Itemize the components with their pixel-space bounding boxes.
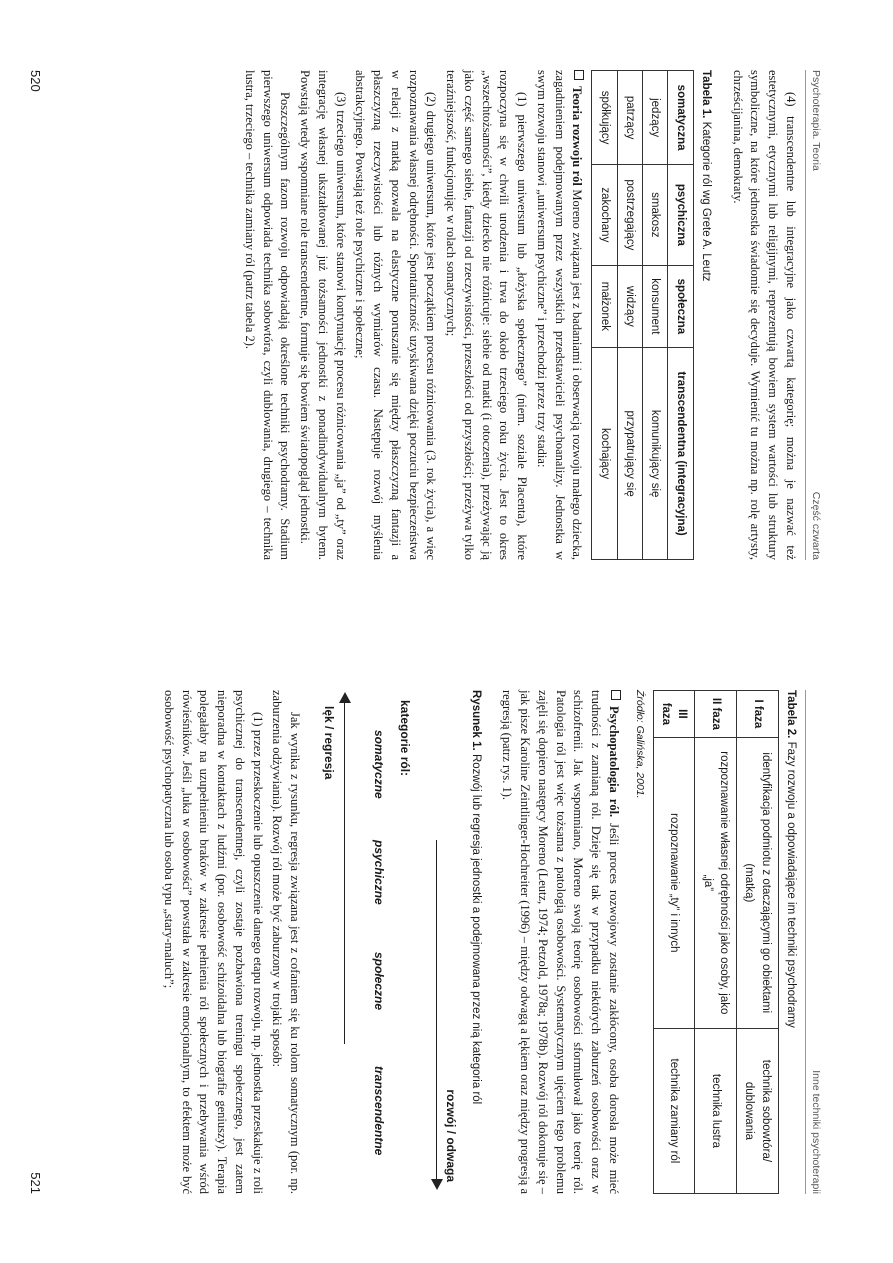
table-header: transcendentna (integracyjna) — [668, 348, 693, 560]
table2-caption-text: Fazy rozwoju a odpowiadające im techniki psychodramy — [785, 741, 797, 1028]
table-cell: małżonek — [592, 265, 617, 348]
running-head-left: Psychoterapia. Teoria — [810, 70, 822, 171]
square-bullet-icon — [611, 690, 621, 700]
table-cell: technika sobowtóra/ dublowania — [737, 1028, 779, 1193]
table-cell: technika zamiany ról — [653, 1028, 695, 1193]
role-categories-label: kategorie ról: — [398, 700, 413, 777]
role-categories-table — [591, 70, 693, 560]
page-number: 520 — [28, 70, 44, 92]
table-cell: zakochany — [592, 165, 617, 265]
figure1-caption-label: Rysunek 1. — [469, 690, 482, 751]
figure-category: społeczne — [372, 952, 387, 1011]
table-cell: rozpoznawanie własnej odrębności jako osoby, jako „ja” — [695, 737, 737, 1028]
table-cell: III faza — [653, 691, 695, 738]
table-row — [653, 691, 695, 1194]
running-head — [805, 70, 823, 560]
table-header: somatyczna — [668, 71, 693, 165]
square-bullet-icon — [574, 70, 584, 80]
page-number: 521 — [28, 1172, 44, 1194]
intro-paragraph: (4) transcendentne lub integracyjne jako czwartą kategorię; można je nazwać też estetycznymi, etycznymi lub religijnymi, reprezentują bowiem system wartości lub struktury symboliczne, na które jednostka świadomie się decyduje. Wymienić tu można np. rolę artysty, chrześcijanina, demokraty. — [730, 70, 798, 560]
table-cell: widzący — [617, 265, 642, 348]
table-cell: technika lustra — [695, 1028, 737, 1193]
regression-arrow-line — [344, 700, 345, 1044]
table-header: społeczna — [668, 265, 693, 348]
table2-source: Źródło: Galińska, 2001. — [633, 690, 646, 799]
table-row — [737, 691, 779, 1194]
running-head — [805, 690, 823, 1194]
table-cell: konsument — [643, 265, 668, 348]
table-cell: I faza — [737, 691, 779, 738]
table-cell: jedzący — [643, 71, 668, 165]
running-head-right: Część czwarta — [810, 491, 822, 560]
table-cell: spółkujący — [592, 71, 617, 165]
table-row — [617, 71, 642, 560]
figure1-caption-text: Rozwój lub regresja jednostki a podejmowana przez nią kategoria ról — [469, 753, 482, 1105]
section-text: Jeśli proces rozwojowy zostanie zakłócony, osoba dorosła może mieć trudności z zamianą ról. Dzieje się tak w przypadku niektórych zaburzeń osobowości oraz w schizofrenii. Jak wspomniano, Moreno swoją teorię osobowości sformułował jako teorię ról. Patologia ról jest więc tożsama z patologią osobowości. Systematycznym ujęciem tego problemu zajęli się dopiero następcy Moreno (Leutz, 1974; Petzold, 1978a; 1978b). Rozwój ról dokonuje się – jak pisze Karoline Zeintlinger-Hochreiter (1996) – między odwagą a lękiem oraz między progresją a regresją (patrz rys. 1). — [500, 690, 621, 1195]
figure-category: transcendentne — [372, 1066, 387, 1156]
table-cell: przypatrujący się — [617, 348, 642, 560]
table2-caption — [783, 690, 799, 1194]
table-row — [592, 71, 617, 560]
arrow-right-icon — [431, 1179, 443, 1190]
right-page — [0, 640, 893, 1260]
figure1-caption — [467, 690, 483, 1194]
third-universe-paragraph: (3) trzeciego uniwersum, które stanowi kontynuację procesu różnicowania „ja” od „ty” oraz integrację własnej ukształtowanej już tożsamości jednostki z ponadindywidualnym bytem. Powstają wtedy wspomniane role transcendentne, formuje się bowiem światopogląd jednostki. — [298, 70, 348, 560]
section-text: Moreno związana jest z badaniami i obserwacją rozwoju małego dziecka, zagadnieniem podejmowanym przez wszystkich przedstawicieli psychoanalizy. Jednostka w swym rozwoju stanowi „uniwersum psychiczne” i przechodzi przez trzy stadia: — [534, 70, 585, 560]
regression-paragraph: Jak wynika z rysunku, regresja związana jest z cofaniem się ku rolom somatycznym (por. np. zaburzenia odżywiania). Rozwój ról może być zaburzony w trojaki sposób: — [270, 690, 303, 1194]
first-universe-paragraph: (1) pierwszego uniwersum lub „łożyska społecznego” (niem. soziale Placenta), które rozpoczyna się w chwili urodzenia i trwa do około trzeciego roku życia. Jest to okres „wszechtożsamości”, kiedy dziecko nie różnicuje: siebie od matki (i otoczenia), przeżywając ją jako część samego siebie, fantazji od rzeczywistości, przeszłości od przyszłości; przeżywa tylko teraźniejszość, funkcjonując w rolach somatycznych; — [444, 70, 530, 560]
table-row — [695, 691, 737, 1194]
table2-caption-label: Tabela 2. — [785, 690, 797, 739]
figure-category: somatyczne — [372, 730, 387, 799]
table-cell: identyfikacja podmiotu z otaczającymi go obiektami (matką) — [737, 737, 779, 1028]
table-cell: patrzący — [617, 71, 642, 165]
table-cell: smakosz — [643, 165, 668, 265]
table1-caption — [698, 70, 714, 560]
table1-caption-text: Kategorie ról wg Grete A. Leutz — [700, 121, 712, 282]
second-universe-paragraph: (2) drugiego uniwersum, które jest początkiem procesu różnicowania (3. rok życia), a więc rozpoznawania własnej odrębności. Spontaniczność uzyskiwana dzięki poczuciu bezpieczeństwa w relacji z matką pozwala na elastyczne poruszanie się między płaszczyzną fantazji a płaszczyzną rzeczywistości lub różnych wymiarów czasu. Następuje rozwój myślenia abstrakcyjnego. Powstają też role psychiczne i społeczne; — [353, 70, 439, 560]
progress-arrow-line — [436, 840, 437, 1180]
role-psychopathology-section — [498, 690, 622, 1194]
skipping-stage-paragraph: (1) przez przeskoczenie lub opuszczenie danego etapu rozwoju, np. jednostka przeskakuje z roli psychicznej do transcendentnej, czyli zostaje pozbawiona treningu społecznego, jest zatem nieporadna w kontaktach z ludźmi (por. osobowość schizoidalna lub biografie geniuszy). Terapia polegałaby na uzupełnieniu braków w zakresie pełnienia ról społecznych i przebywania wśród rówieśników. Jeśli „luka w osobowości” powstała w zakresie emocjonalnym, to efektem może być osobowość psychopatyczna lub osoba typu „stary-maluch”; — [161, 690, 265, 1194]
running-head-text: Inne techniki psychoterapii — [810, 1070, 822, 1194]
role-development-section — [532, 70, 585, 560]
section-heading: Psychopatologia ról. — [606, 706, 621, 818]
techniques-paragraph: Poszczególnym fazom rozwoju odpowiadają określone techniki psychodramy. Stadium pierwszego uniwersum odpowiada technika sobowtóra, czyli dublowania, drugiego – technika lustra, trzeciego – technika zamiany ról (patrz tabela 2). — [242, 70, 293, 560]
table-row — [643, 71, 668, 560]
arrow-left-icon — [339, 692, 351, 703]
table-cell: postrzegający — [617, 165, 642, 265]
figure-category: psychiczne — [372, 840, 387, 905]
table-cell: rozpoznawanie „ty” i innych — [653, 737, 695, 1028]
table-header: psychiczna — [668, 165, 693, 265]
development-phases-table — [653, 690, 779, 1194]
left-page — [0, 0, 893, 620]
table-cell: II faza — [695, 691, 737, 738]
fear-regression-label: lęk / regresja — [322, 706, 337, 780]
table-cell: kochający — [592, 348, 617, 560]
table-cell: komunikujący się — [643, 348, 668, 560]
development-regression-figure — [313, 690, 463, 1194]
section-heading: Teoria rozwoju ról — [570, 86, 585, 186]
table-header-row — [668, 71, 693, 560]
table1-caption-label: Tabela 1. — [700, 70, 712, 119]
progress-courage-label: rozwój / odwaga — [444, 1089, 459, 1182]
